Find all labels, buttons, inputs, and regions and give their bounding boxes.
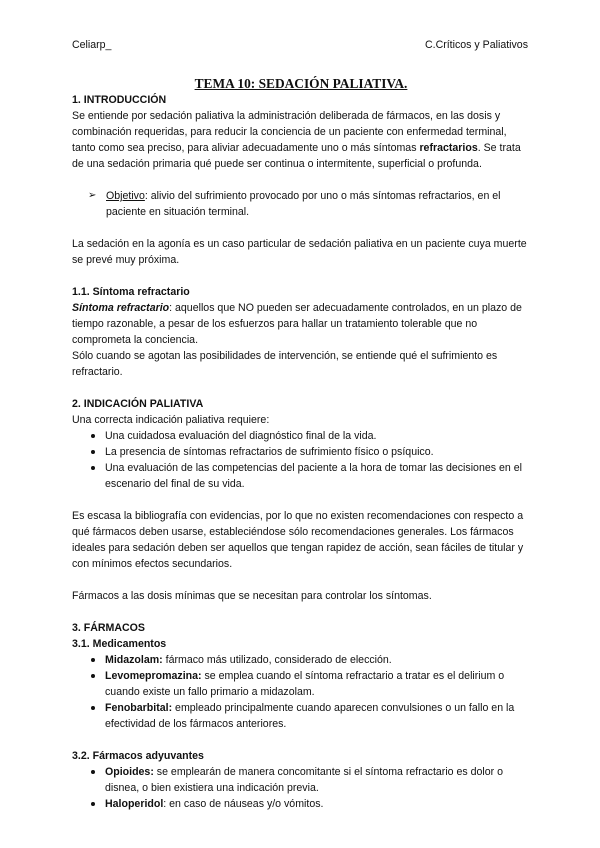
intro-text-bold: refractarios (419, 142, 478, 154)
bullet-icon (91, 450, 95, 454)
bullet-icon (91, 434, 95, 438)
indicacion-list (72, 428, 530, 492)
list-item-text: Una evaluación de las competencias del paciente a la hora de tomar las decisiones en el escenario del final de su vida. (105, 462, 522, 490)
sintoma-term: Síntoma refractario (72, 302, 170, 314)
sintoma-definition (72, 300, 530, 348)
bullet-icon (91, 466, 95, 470)
list-item (72, 668, 530, 700)
list-item (72, 652, 530, 668)
bullet-icon (91, 674, 95, 678)
list-item (72, 428, 530, 444)
drug-name: Fenobarbital: (105, 702, 173, 714)
list-item-text: Una cuidadosa evaluación del diagnóstico final de la vida. (105, 430, 377, 442)
intro-text-b: . Se trata de una sedación primaria qué puede ser continua o intermitente, superficial o profunda. (72, 142, 521, 170)
drug-text: : en caso de náuseas y/o vómitos. (163, 798, 324, 810)
bibliografia-paragraph: Es escasa la bibliografía con evidencias, por lo que no existen recomendaciones con respecto a qué fármacos deben usarse, estableciéndose sólo recomendaciones generales. Los fármacos ideales para sedación deben ser aquellos que tengan rapidez de acción, sean fáciles de titular y con mínimos efectos secundarios. (72, 510, 524, 570)
drug-text: se emplearán de manera concomitante si el síntoma refractario es dolor o disnea, o bien existiera una indicación previa. (105, 766, 504, 794)
sintoma-def-text: : aquellos que NO pueden ser adecuadamente controlados, en un plazo de tiempo razonable, a pesar de los esfuerzos para hallar un tratamiento tolerable que no comprometa la conciencia. (72, 302, 522, 346)
drug-name: Opioides: (105, 766, 154, 778)
document-title: TEMA 10: SEDACIÓN PALIATIVA. (194, 76, 408, 91)
objective-text: : alivio del sufrimiento provocado por uno o más síntomas refractarios, en el paciente en situación terminal. (106, 190, 501, 218)
objective-label: Objetivo (106, 190, 145, 202)
bullet-icon (91, 770, 95, 774)
adyuvantes-list (72, 764, 530, 812)
agonia-paragraph: La sedación en la agonía es un caso particular de sedación paliativa en un paciente cuya muerte se prevé muy próxima. (72, 238, 527, 266)
section-heading-indicacion: 2. INDICACIÓN PALIATIVA (72, 398, 204, 410)
list-item (72, 796, 530, 812)
subsection-heading-medicamentos: 3.1. Medicamentos (72, 638, 167, 650)
medicamentos-list (72, 652, 530, 732)
objective-item (72, 188, 530, 220)
indicacion-intro: Una correcta indicación paliativa requiere: (72, 414, 270, 426)
list-item-text: La presencia de síntomas refractarios de sufrimiento físico o psíquico. (105, 446, 434, 458)
header-author: Celiarp_ (72, 39, 112, 51)
subsection-heading-adyuvantes: 3.2. Fármacos adyuvantes (72, 750, 204, 762)
list-item (72, 460, 530, 492)
intro-paragraph (72, 108, 530, 172)
drug-name: Levomepromazina: (105, 670, 202, 682)
document-body (72, 76, 530, 812)
drug-text: se emplea cuando el síntoma refractario a tratar es el delirium o cuando existe un fallo primario a midazolam. (105, 670, 505, 698)
list-item (72, 444, 530, 460)
drug-text: fármaco más utilizado, considerado de elección. (162, 654, 392, 666)
drug-text: empleado principalmente cuando aparecen convulsiones o un fallo en la efectividad de los fármacos anteriores. (105, 702, 515, 730)
section-heading-sintoma-refractario: 1.1. Síntoma refractario (72, 286, 190, 298)
drug-name: Haloperidol (105, 798, 164, 810)
arrow-bullet-icon: ➢ (88, 190, 97, 201)
intro-text-a: Se entiende por sedación paliativa la administración deliberada de fármacos, en las dosis y combinación requeridas, para reducir la conciencia de un paciente con enfermedad terminal, tanto como sea preciso, para aliviar adecuadamente uno o más síntomas (72, 110, 507, 154)
section-heading-introduccion: 1. INTRODUCCIÓN (72, 94, 167, 106)
bullet-icon (91, 802, 95, 806)
sintoma-paragraph-2: Sólo cuando se agotan las posibilidades de intervención, se entiende qué el sufrimiento es refractario. (72, 350, 498, 378)
bullet-icon (91, 706, 95, 710)
list-item (72, 700, 530, 732)
list-item (72, 764, 530, 796)
bullet-icon (91, 658, 95, 662)
section-heading-farmacos: 3. FÁRMACOS (72, 622, 145, 634)
dosis-paragraph: Fármacos a las dosis mínimas que se necesitan para controlar los síntomas. (72, 590, 432, 602)
drug-name: Midazolam: (105, 654, 163, 666)
header-subject: C.Críticos y Paliativos (424, 39, 528, 51)
